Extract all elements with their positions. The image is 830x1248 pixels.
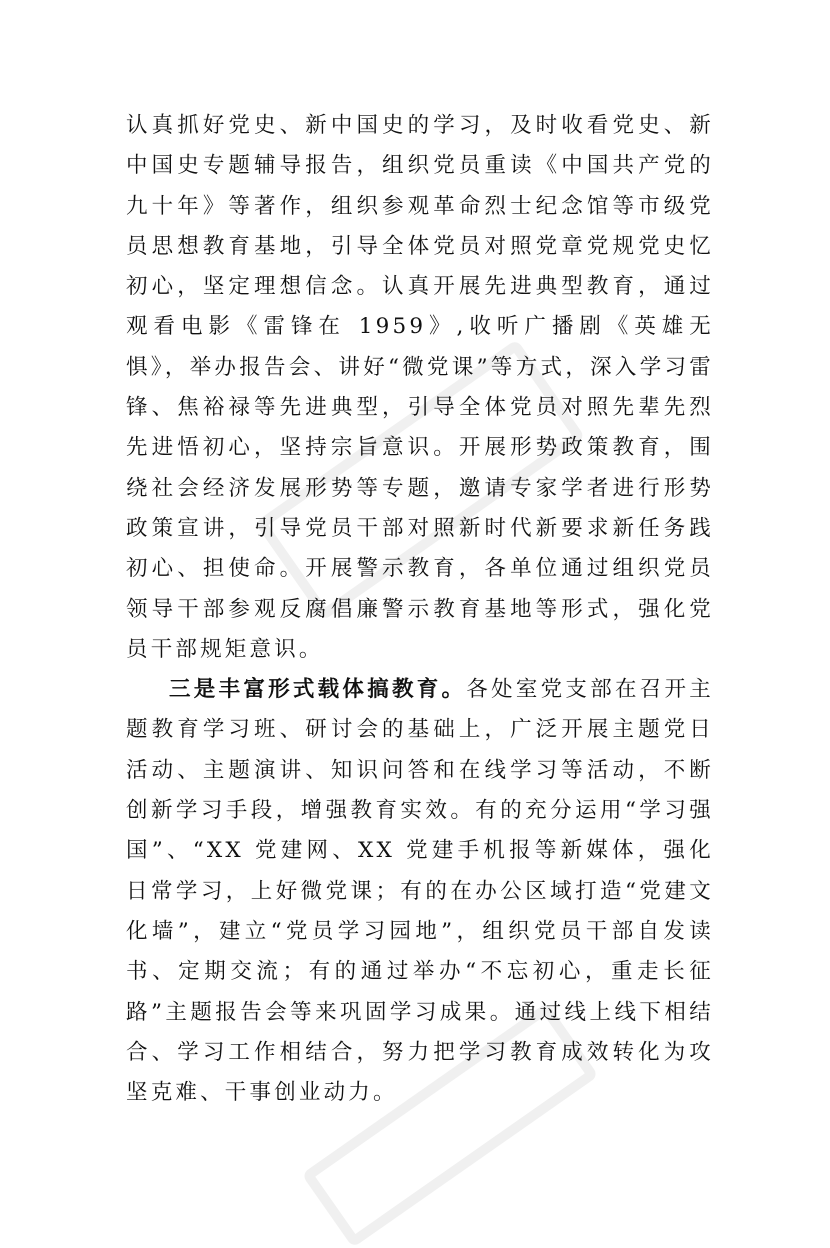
paragraph-2 <box>126 670 714 1113</box>
paragraph-2-body: 各处室党支部在召开主题教育学习班、研讨会的基础上，广泛开展主题党日活动、主题演讲、知识问答和在线学习等活动，不断创新学习手段，增强教育实效。有的充分运用“学习强国”、“XX 党建网、XX 党建手机报等新媒体，强化日常学习，上好微党课；有的在办公区域打造“党建文化墙”，建立“党员学习园地”，组织党员干部自发读书、定期交流；有的通过举办“不忘初心，重走长征路”主题报告会等来巩固学习成果。通过线上线下相结合、学习工作相结合，努力把学习教育成效转化为攻坚克难、干事创业动力。 <box>126 677 714 1106</box>
document-body <box>126 106 714 1113</box>
paragraph-2-lead: 三是丰富形式载体搞教育。 <box>169 677 467 703</box>
paragraph-1: 认真抓好党史、新中国史的学习，及时收看党史、新中国史专题辅导报告，组织党员重读《中国共产党的九十年》等著作，组织参观革命烈士纪念馆等市级党员思想教育基地，引导全体党员对照党章党规党史忆初心，坚定理想信念。认真开展先进典型教育，通过观看电影《雷锋在 1959》,收听广播剧《英雄无惧》，举办报告会、讲好“微党课”等方式，深入学习雷锋、焦裕禄等先进典型，引导全体党员对照先辈先烈先进悟初心，坚持宗旨意识。开展形势政策教育，围绕社会经济发展形势等专题，邀请专家学者进行形势政策宣讲，引导党员干部对照新时代新要求新任务践初心、担使命。开展警示教育，各单位通过组织党员领导干部参观反腐倡廉警示教育基地等形式，强化党员干部规矩意识。 <box>126 113 714 662</box>
